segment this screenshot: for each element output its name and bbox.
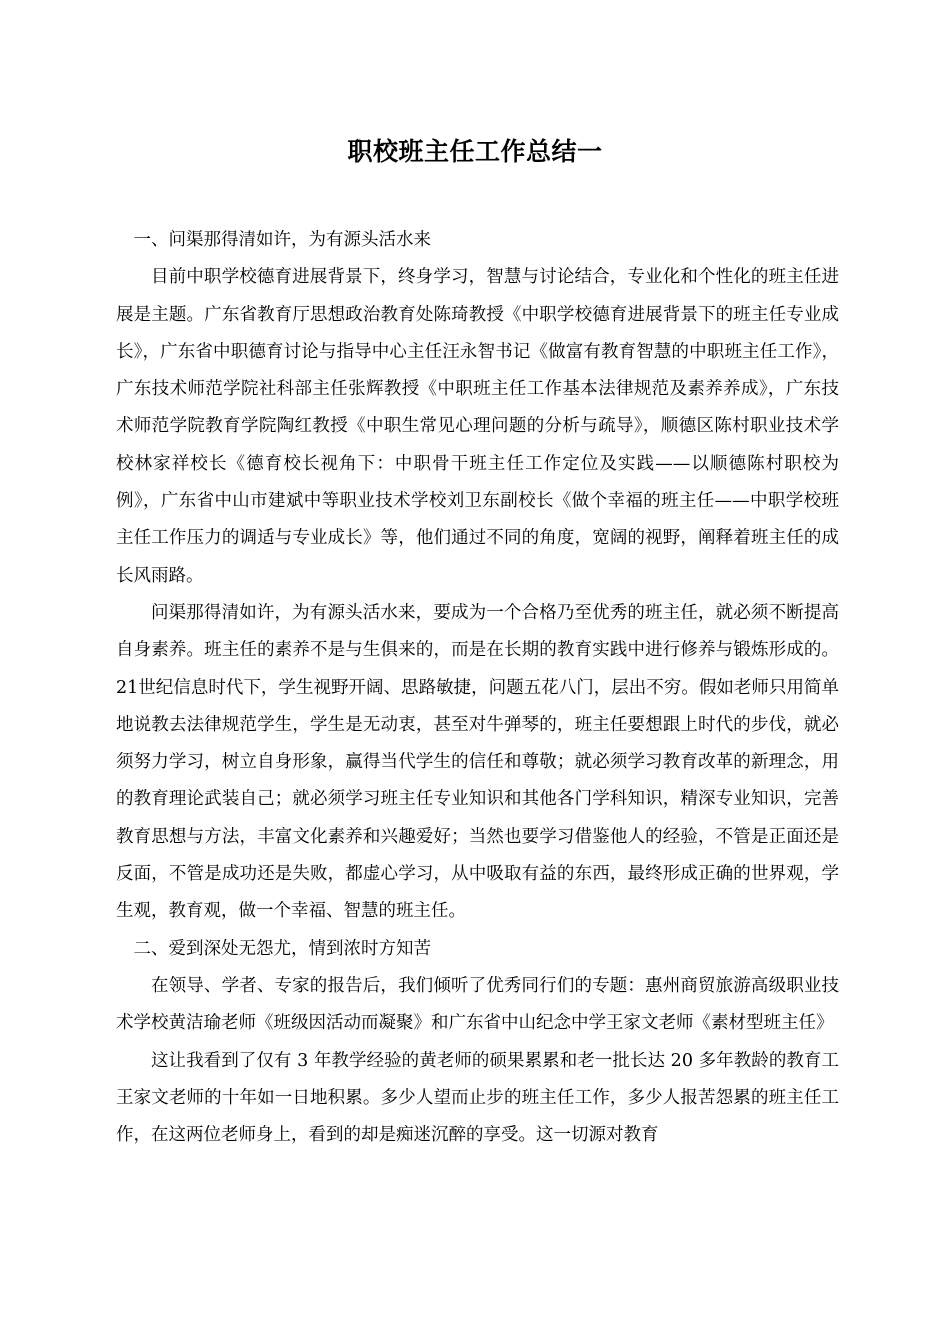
section-heading-1: 一、问渠那得清如许，为有源头活水来 [133, 230, 431, 250]
paragraph-4: 这让我看到了仅有 3 年教学经验的黄老师的硕果累累和老一批长达 20 多年教龄的教育工王家文老师的十年如一日地积累。多少人望而止步的班主任工作，多少人报苦怨累的班主任工作，在这两位老师身上，看到的却是痴迷沉醉的享受。这一切源对教育 [116, 1050, 839, 1146]
paragraph-3: 在领导、学者、专家的报告后，我们倾听了优秀同行们的专题：惠州商贸旅游高级职业技术学校黄洁瑜老师《班级因活动而凝聚》和广东省中山纪念中学王家文老师《素材型班主任》 [116, 975, 839, 1034]
document-title: 职校班主任工作总结一 [347, 137, 603, 166]
section-heading-2: 二、爱到深处无怨尤，情到浓时方知苦 [133, 938, 431, 959]
document-body [116, 222, 839, 1154]
paragraph-1: 目前中职学校德育进展背景下，终身学习，智慧与讨论结合，专业化和个性化的班主任进展是主题。广东省教育厅思想政治教育处陈琦教授《中职学校德育进展背景下的班主任专业成长》，广东省中职德育讨论与指导中心主任汪永智书记《做富有教育智慧的中职班主任工作》，广东技术师范学院社科部主任张辉教授《中职班主任工作基本法律规范及素养养成》，广东技术师范学院教育学院陶红教授《中职生常见心理问题的分析与疏导》，顺德区陈村职业技术学校林家祥校长《德育校长视角下：中职骨干班主任工作定位及实践——以顺德陈村职校为例》，广东省中山市建斌中等职业技术学校刘卫东副校长《做个幸福的班主任——中职学校班主任工作压力的调适与专业成长》等，他们通过不同的角度，宽阔的视野，阐释着班主任的成长风雨路。 [116, 267, 839, 586]
paragraph-2: 问渠那得清如许，为有源头活水来，要成为一个合格乃至优秀的班主任，就必须不断提高自身素养。班主任的素养不是与生俱来的，而是在长期的教育实践中进行修养与锻炼形成的。21世纪信息时代下，学生视野开阔、思路敏捷，问题五花八门，层出不穷。假如老师只用简单地说教去法律规范学生，学生是无动衷，甚至对牛弹琴的，班主任要想跟上时代的步伐，就必须努力学习，树立自身形象，赢得当代学生的信任和尊敬；就必须学习教育改革的新理念，用的教育理论武装自己；就必须学习班主任专业知识和其他各门学科知识，精深专业知识，完善教育思想与方法，丰富文化素养和兴趣爱好；当然也要学习借鉴他人的经验，不管是正面还是反面，不管是成功还是失败，都虚心学习，从中吸取有益的东西，最终形成正确的世界观，学生观，教育观，做一个幸福、智慧的班主任。 [116, 602, 839, 922]
